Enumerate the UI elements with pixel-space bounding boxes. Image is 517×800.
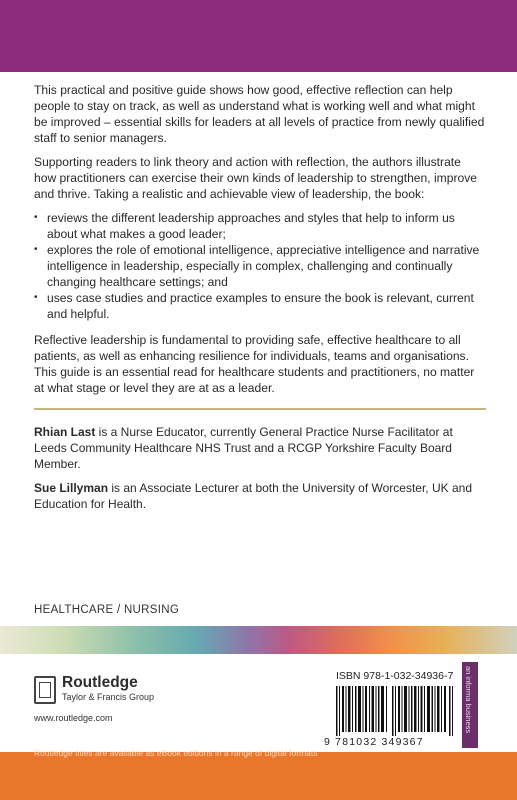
- author-description: is an Associate Lecturer at both the University of Worcester, UK and Education for Health.: [34, 481, 472, 511]
- ebook-notice: Routledge titles are available as eBook editions in a range of digital formats: [34, 748, 318, 758]
- lead-paragraph: Supporting readers to link theory and action with reflection, the authors illustrate how practitioners can exercise their own kinds of leadership to strengthen, improve and thrive. Taking a realistic and achievable view of leadership, the book:: [34, 155, 477, 201]
- author-name: Rhian Last: [34, 425, 96, 439]
- author-name: Sue Lillyman: [34, 481, 109, 495]
- author-bio: [34, 480, 486, 512]
- publisher-name: Routledge: [62, 674, 138, 691]
- feature-item: • explores the role of emotional intelligence, appreciative intelligence and narrative intelligence in leadership, especially in complex, challenging and continually changing healthcare settings; and: [34, 242, 486, 290]
- routledge-logo-icon: [34, 676, 56, 704]
- publisher-group: Taylor & Francis Group: [62, 692, 155, 702]
- feature-item: • uses case studies and practice examples to ensure the book is relevant, current and helpful.: [34, 290, 486, 322]
- author-description: is a Nurse Educator, currently General Practice Nurse Facilitator at Leeds Community Healthcare NHS Trust and a RCGP Yorkshire Faculty Board Member.: [34, 425, 453, 471]
- back-cover-blurb: [34, 82, 486, 404]
- top-color-band: [0, 0, 517, 72]
- publisher-url: www.routledge.com: [34, 713, 113, 723]
- subject-category: HEALTHCARE / NURSING: [34, 604, 180, 616]
- divider-rule: [34, 408, 486, 410]
- feature-list: [34, 210, 486, 322]
- barcode-icon: [336, 686, 454, 736]
- informa-strip: [462, 662, 478, 748]
- informa-label: an informa business: [464, 666, 473, 734]
- intro-paragraph: This practical and positive guide shows how good, effective reflection can help people to stay on track, as well as understand what is working well and what might be improved – essential skills for leaders at all levels of practice from newly qualified staff to senior managers.: [34, 83, 485, 145]
- footer-band: [0, 748, 517, 800]
- closing-paragraph: Reflective leadership is fundamental to providing safe, effective healthcare to all patients, as well as enhancing resilience for individuals, teams and organisations. This guide is an essential read for healthcare students and practitioners, no matter at what stage or level they are at as a leader.: [34, 333, 475, 395]
- feature-item: • reviews the different leadership approaches and styles that help to inform us about what makes a good leader;: [34, 210, 486, 242]
- author-bio: [34, 424, 486, 472]
- barcode-digits: 9 781032 349367: [324, 736, 424, 748]
- decorative-color-bar: [0, 626, 517, 654]
- author-bios: [34, 424, 486, 520]
- isbn-label: ISBN 978-1-032-34936-7: [336, 670, 454, 682]
